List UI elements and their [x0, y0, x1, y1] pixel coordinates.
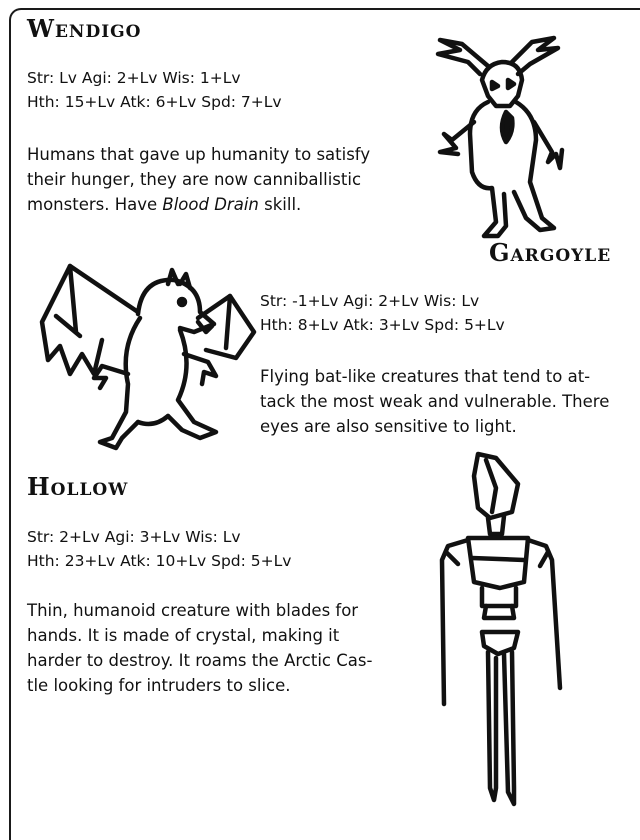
- gargoyle-desc-line-3: eyes are also sensitive to light.: [260, 417, 517, 436]
- hollow-stats: [27, 525, 291, 573]
- wendigo-skill-name: Blood Drain: [162, 195, 259, 214]
- hollow-desc-line-3: harder to destroy. It roams the Arctic Cas-: [27, 651, 373, 670]
- wendigo-drawing-icon: [430, 22, 580, 247]
- hollow-stats-line-1: Str: 2+Lv Agi: 3+Lv Wis: Lv: [27, 528, 241, 546]
- wendigo-title: Wendigo: [27, 14, 142, 43]
- hollow-drawing-icon: [438, 448, 568, 813]
- gargoyle-title: Gargoyle: [489, 238, 612, 267]
- wendigo-stats: [27, 66, 282, 114]
- wendigo-description: [27, 142, 407, 217]
- hollow-desc-line-1: Thin, humanoid creature with blades for: [27, 601, 359, 620]
- gargoyle-desc-line-2: tack the most weak and vulnerable. There: [260, 392, 610, 411]
- gargoyle-stats-line-1: Str: -1+Lv Agi: 2+Lv Wis: Lv: [260, 292, 480, 310]
- gargoyle-stats: [260, 289, 505, 337]
- gargoyle-desc-line-1: Flying bat-like creatures that tend to at-: [260, 367, 591, 386]
- wendigo-stats-line-2: Hth: 15+Lv Atk: 6+Lv Spd: 7+Lv: [27, 93, 282, 111]
- gargoyle-stats-line-2: Hth: 8+Lv Atk: 3+Lv Spd: 5+Lv: [260, 316, 505, 334]
- wendigo-desc-text: Humans that gave up humanity to satisfy their hunger, they are now canniballistic monsters. Have: [27, 145, 371, 214]
- hollow-title: Hollow: [27, 472, 129, 501]
- hollow-desc-line-4: tle looking for intruders to slice.: [27, 676, 291, 695]
- hollow-description: [27, 598, 422, 698]
- hollow-desc-line-2: hands. It is made of crystal, making it: [27, 626, 340, 645]
- hollow-stats-line-2: Hth: 23+Lv Atk: 10+Lv Spd: 5+Lv: [27, 552, 292, 570]
- wendigo-stats-line-1: Str: Lv Agi: 2+Lv Wis: 1+Lv: [27, 69, 241, 87]
- wendigo-desc-end: skill.: [258, 195, 302, 214]
- gargoyle-drawing-icon: [30, 262, 260, 462]
- gargoyle-description: [260, 364, 630, 439]
